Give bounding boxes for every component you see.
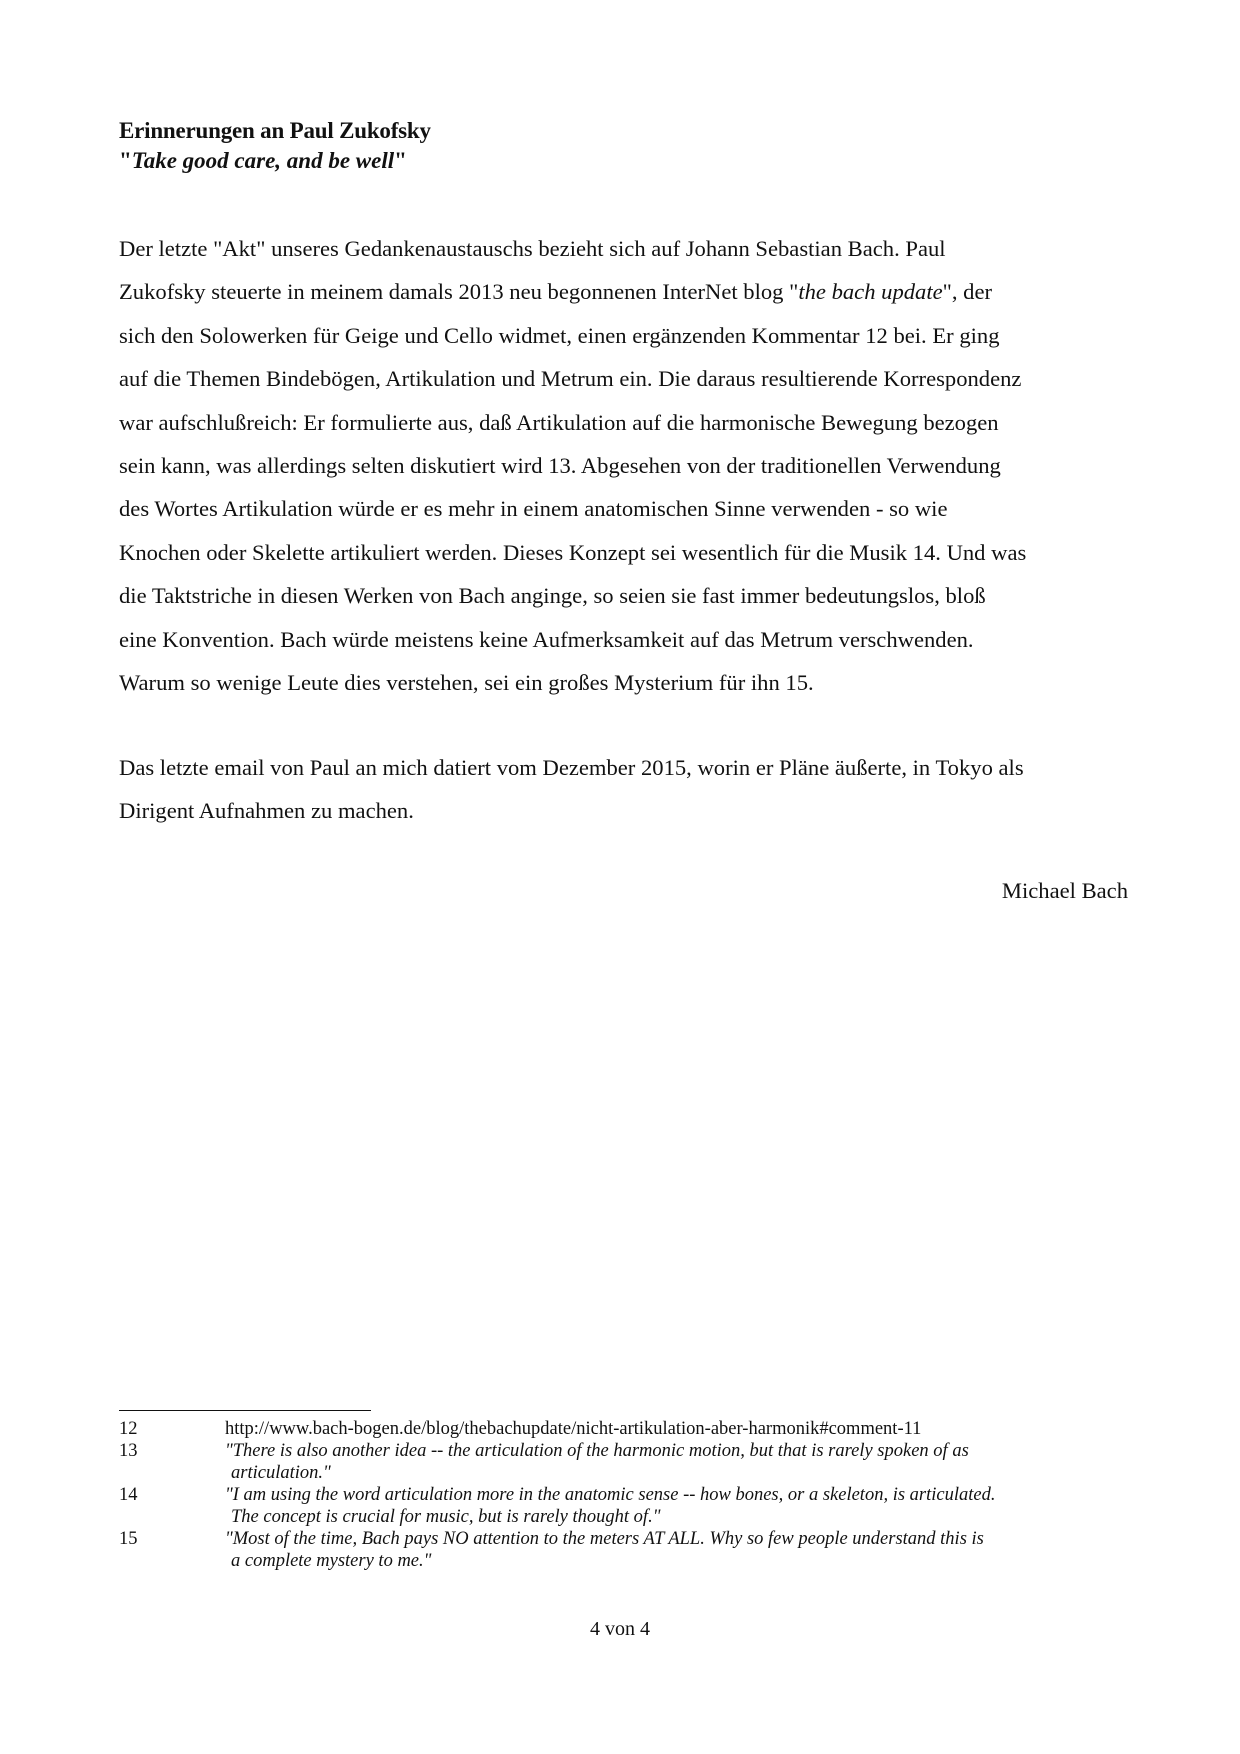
footnote-number: 13 xyxy=(119,1441,138,1461)
footnote-line: "I am using the word articulation more in the anatomic sense -- how bones, or a skeleton, is articulated. xyxy=(225,1485,996,1505)
blog-title: the bach update xyxy=(798,279,943,305)
paragraph-line: Der letzte "Akt" unseres Gedankenaustauschs bezieht sich auf Johann Sebastian Bach. Paul xyxy=(119,236,946,261)
body-paragraph-1 xyxy=(119,227,1129,704)
subtitle-close-quote: " xyxy=(394,148,407,173)
line-text: Zukofsky steuerte in meinem damals 2013 neu begonnenen InterNet blog " xyxy=(119,279,799,305)
footnote-line: "Most of the time, Bach pays NO attention to the meters AT ALL. Why so few people understand this is xyxy=(225,1529,984,1549)
footnote-line: articulation." xyxy=(231,1463,331,1483)
footnote-number: 14 xyxy=(119,1485,138,1505)
footnote-text xyxy=(225,1484,1129,1528)
paragraph-line: sein kann, was allerdings selten diskutiert wird 13. Abgesehen von der traditionellen Verwendung xyxy=(119,453,1001,479)
footnote-link[interactable]: http://www.bach-bogen.de/blog/thebachupdate/nicht-artikulation-aber-harmonik#comment-11 xyxy=(225,1419,922,1439)
footnote-text xyxy=(225,1418,1129,1440)
paragraph-line: des Wortes Artikulation würde er es mehr in einem anatomischen Sinne verwenden - so wie xyxy=(119,496,948,522)
document-title: Erinnerungen an Paul Zukofsky xyxy=(119,118,431,143)
page-number: 4 von 4 xyxy=(590,1618,650,1640)
paragraph-line: die Taktstriche in diesen Werken von Bach anginge, so seien sie fast immer bedeutungslos, bloß xyxy=(119,583,986,609)
footnote-line: a complete mystery to me." xyxy=(231,1551,432,1571)
author-signature: Michael Bach xyxy=(1001,878,1128,903)
footnote-13 xyxy=(119,1440,1129,1484)
subtitle-open-quote: " xyxy=(119,148,132,173)
paragraph-line: Dirigent Aufnahmen zu machen. xyxy=(119,798,414,824)
footnote-text xyxy=(225,1528,1129,1572)
body-paragraph-2 xyxy=(119,746,1129,833)
footnote-14 xyxy=(119,1484,1129,1528)
footnotes xyxy=(119,1418,1129,1572)
footnote-number: 12 xyxy=(119,1419,138,1439)
footnote-number: 15 xyxy=(119,1529,138,1549)
paragraph-line: war aufschlußreich: Er formulierte aus, daß Artikulation auf die harmonische Bewegung bezogen xyxy=(119,409,999,435)
paragraph-line: auf die Themen Bindebögen, Artikulation und Metrum ein. Die daraus resultierende Korrespondenz xyxy=(119,366,1022,392)
paragraph-line: Knochen oder Skelette artikuliert werden. Dieses Konzept sei wesentlich für die Musik 14. Und was xyxy=(119,539,1027,565)
document-subtitle xyxy=(119,148,407,174)
footnote-line: "There is also another idea -- the articulation of the harmonic motion, but that is rarely spoken of as xyxy=(225,1441,969,1461)
footnote-text xyxy=(225,1440,1129,1484)
paragraph-line: Warum so wenige Leute dies verstehen, sei ein großes Mysterium für ihn 15. xyxy=(119,670,814,696)
footnote-12 xyxy=(119,1418,1129,1440)
subtitle-quote-text: Take good care, and be well xyxy=(131,148,395,173)
paragraph-line xyxy=(119,270,1129,313)
footnote-line: The concept is crucial for music, but is rarely thought of." xyxy=(231,1507,661,1527)
line-text: ", der xyxy=(942,279,993,305)
paragraph-line: sich den Solowerken für Geige und Cello widmet, einen ergänzenden Kommentar 12 bei. Er ging xyxy=(119,322,1000,348)
paragraph-line: eine Konvention. Bach würde meistens keine Aufmerksamkeit auf das Metrum verschwenden. xyxy=(119,626,974,652)
footnote-separator xyxy=(119,1410,371,1411)
paragraph-line: Das letzte email von Paul an mich datiert vom Dezember 2015, worin er Pläne äußerte, in Tokyo als xyxy=(119,755,1024,780)
footnote-15 xyxy=(119,1528,1129,1572)
